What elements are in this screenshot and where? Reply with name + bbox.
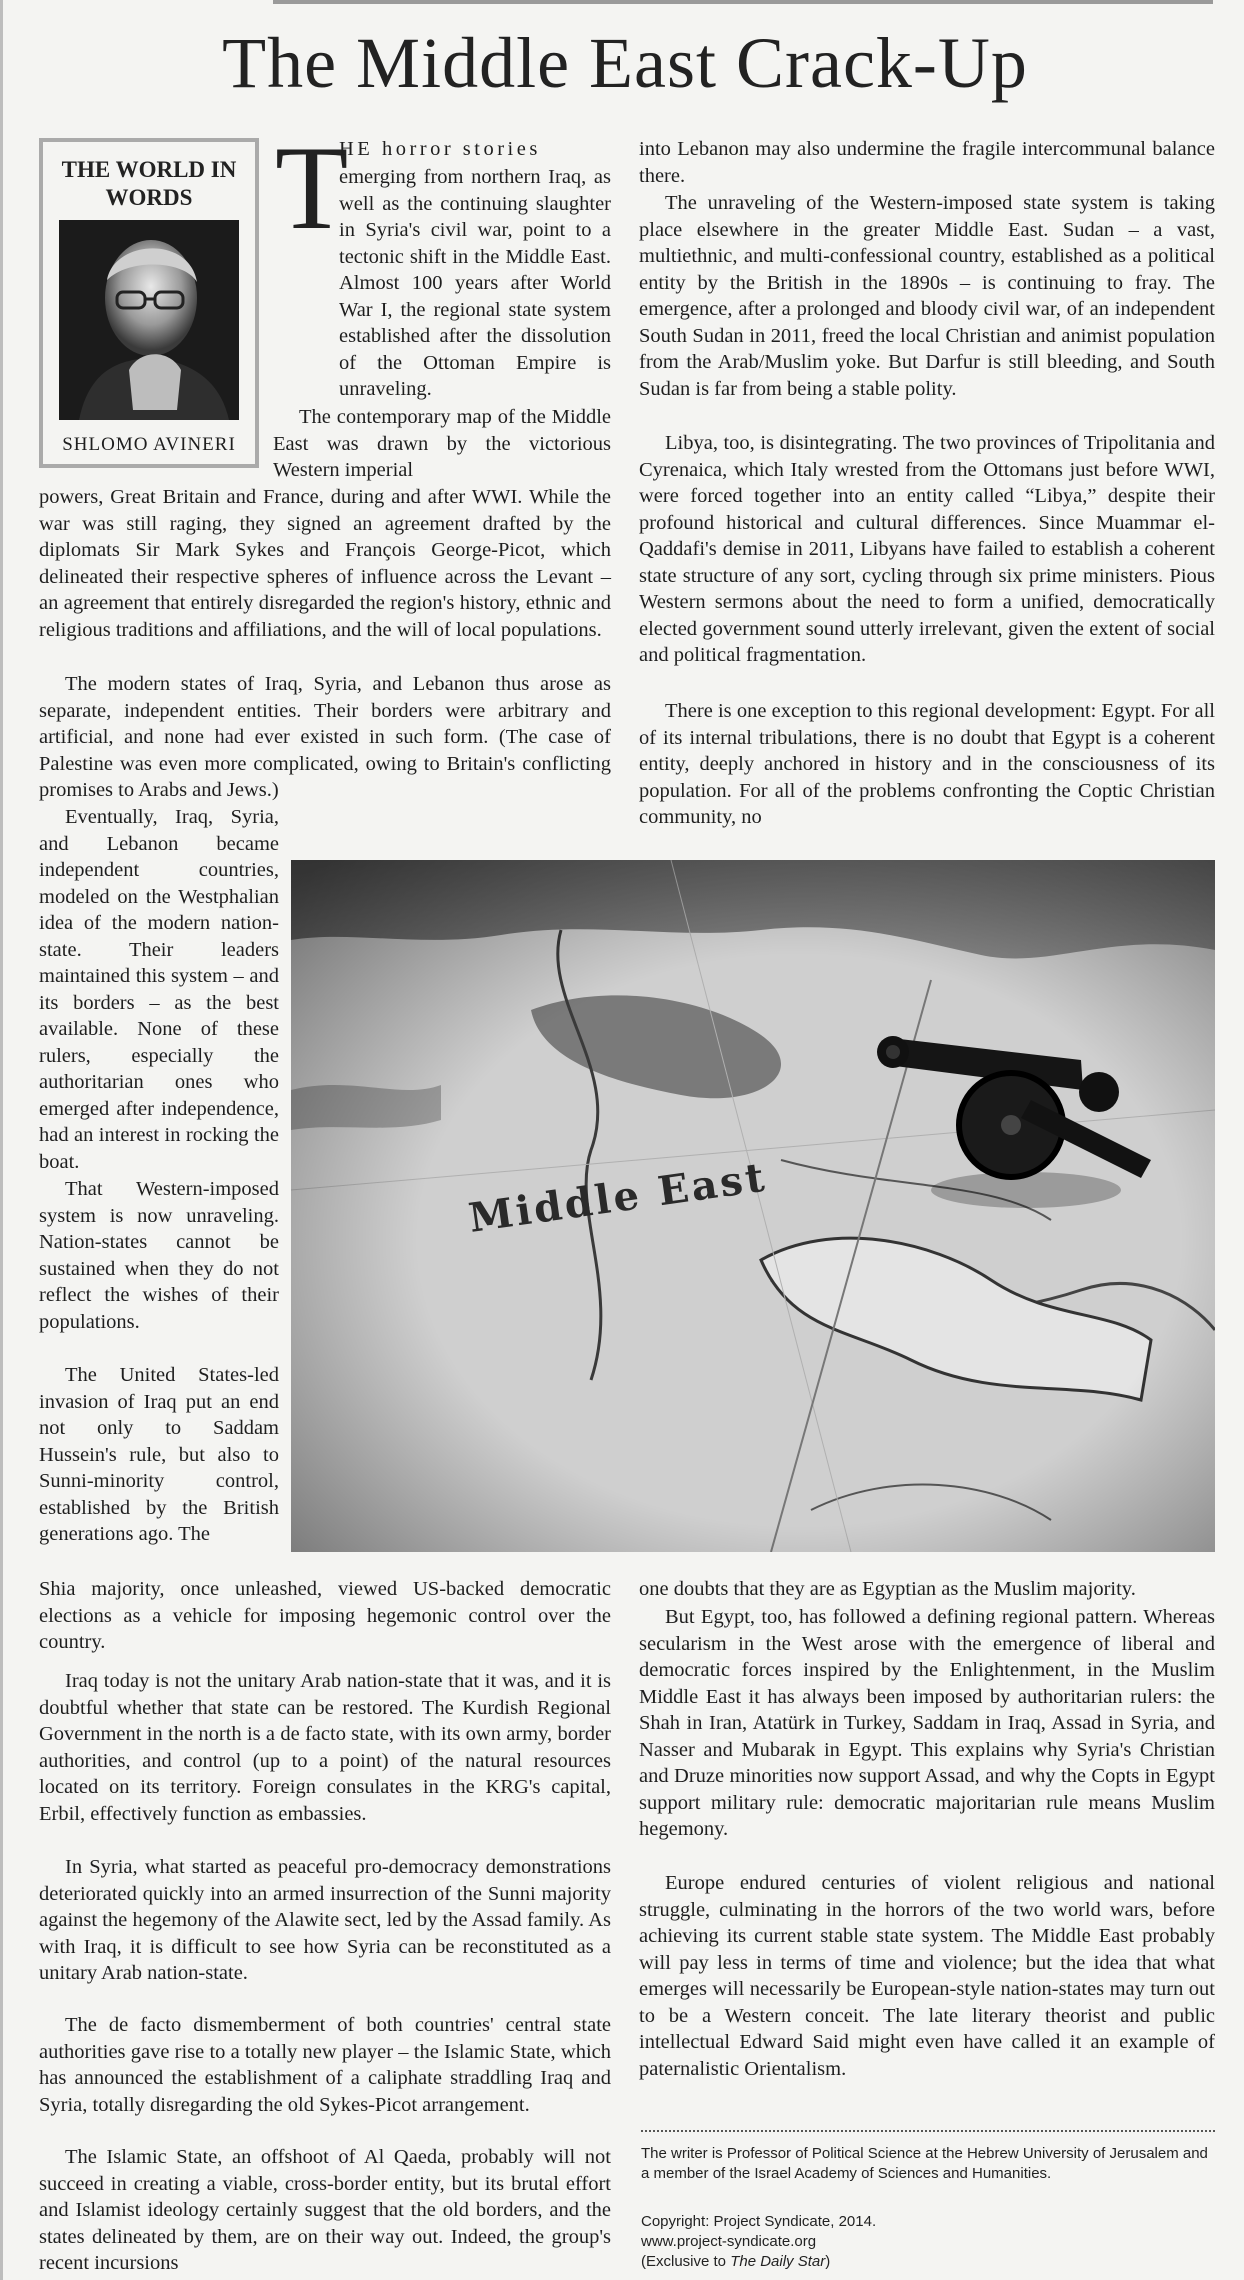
paragraph: But Egypt, too, has followed a defining regional pattern. Whereas secularism in the West arose with the emergence of liberal and democratic forces inspired by the Enlightenment, in the Muslim Middle East it has always been imposed by authoritarian rulers: the Shah in Iran, Atatürk in Turkey, Saddam in Iraq, Assad in Syria, and Nasser and Mubarak in Egypt. This explains why Syria's Christian and Druze minorities now support Assad, and why the Copts in Egypt support military rule: democratic majoritarian rule means Muslim hegemony. bbox=[639, 1606, 1215, 1840]
website-link: www.project-syndicate.org bbox=[641, 2233, 817, 2250]
paragraph: That Western-imposed system is now unraveling. Nation-states cannot be sustained when they do not reflect the wishes of their populations. bbox=[39, 1178, 279, 1333]
headline: The Middle East Crack-Up bbox=[222, 23, 1028, 103]
writer-note: The writer is Professor of Political Science at the Hebrew University of Jerusalem and a member of the Israel Academy of Sciences and Humanities. bbox=[641, 2145, 1208, 2182]
author-portrait-image bbox=[59, 220, 239, 420]
paragraph-intro: The contemporary map of the Middle East was drawn by the victorious Western imperial bbox=[273, 406, 611, 481]
paragraph: into Lebanon may also undermine the fragile intercommunal balance there. bbox=[639, 138, 1215, 187]
paragraph: powers, Great Britain and France, during and after WWI. While the war was still raging, they signed an agreement drafted by the diplomats Sir Mark Sykes and François George-Picot, which delineated their respective spheres of influence across the Levant – an agreement that entirely disregarded the region's history, ethnic and religious traditions and affiliations, and the will of local populations. bbox=[39, 486, 611, 641]
exclusive-line bbox=[641, 2252, 1215, 2272]
copyright-line: Copyright: Project Syndicate, 2014. bbox=[641, 2213, 877, 2230]
paragraph: There is one exception to this regional development: Egypt. For all of its internal tribulations, there is no doubt that Egypt is a coherent entity, deeply anchored in history and in the consciousness of its population. For all of the problems confronting the Coptic Christian community, no bbox=[639, 700, 1215, 828]
newspaper-name: The Daily Star bbox=[730, 2253, 826, 2270]
lead-paragraph: emerging from northern Iraq, as well as the continuing slaughter in Syria's civil war, point to a tectonic shift in the Middle East. Almost 100 years after World War I, the regional state system established after the dissolution of the Ottoman Empire is unraveling. bbox=[339, 166, 611, 400]
map-illustration bbox=[291, 860, 1215, 1552]
paragraph: The United States-led invasion of Iraq put an end not only to Saddam Hussein's rule, but also to Sunni-minority control, established by the British generations ago. The bbox=[39, 1364, 279, 1545]
author-portrait bbox=[59, 220, 239, 420]
column-box bbox=[39, 138, 259, 468]
column-title: THE WORLD IN WORDS bbox=[61, 157, 237, 210]
map-cannon-photo bbox=[291, 860, 1215, 1552]
paragraph: The Islamic State, an offshoot of Al Qaeda, probably will not succeed in creating a viable, cross-border entity, but its brutal effort and Islamist ideology certainly suggest that the old borders, and the states delineated by them, are on their way out. Indeed, the group's recent incursions bbox=[39, 2146, 611, 2274]
paragraph: one doubts that they are as Egyptian as the Muslim majority. bbox=[639, 1578, 1136, 1600]
paragraph: Eventually, Iraq, Syria, and Lebanon became independent countries, modeled on the Westphalian idea of the modern nation-state. Their leaders maintained this system – and its borders – as the best available. None of these rulers, especially the authoritarian ones who emerged after independence, had an interest in rocking the boat. bbox=[39, 806, 279, 1173]
paragraph: In Syria, what started as peaceful pro-democracy demonstrations deteriorated quickly into an armed insurrection of the Sunni majority against the hegemony of the Alawite sect, led by the Assad family. As with Iraq, it is difficult to see how Syria can be reconstituted as a unitary Arab nation-state. bbox=[39, 1856, 611, 1984]
drop-cap: T bbox=[275, 121, 349, 254]
paragraph: The de facto dismemberment of both countries' central state authorities gave rise to a totally new player – the Islamic State, which has announced the establishment of a caliphate straddling Iraq and Syria, totally disregarding the old Sykes-Picot arrangement. bbox=[39, 2014, 611, 2116]
paragraph: Europe endured centuries of violent religious and national struggle, culminating in the horrors of the two world wars, before achieving its current stable state system. The Middle East probably will pay less in terms of time and violence; but the idea that what emerges will necessarily be European-style nation-states may turn out to be a Western conceit. The late literary theorist and public intellectual Edward Said might even have called it an example of paternalistic Orientalism. bbox=[639, 1872, 1215, 2080]
paragraph: Shia majority, once unleashed, viewed US-backed democratic elections as a vehicle for imposing hegemonic control over the country. bbox=[39, 1578, 611, 1653]
exclusive-suffix: ) bbox=[825, 2253, 831, 2270]
paragraph: The unraveling of the Western-imposed state system is taking place elsewhere in the greater Middle East. Sudan – a vast, multiethnic, and multi-confessional country, established as a political entity by the British in the 1890s – is continuing to fray. The emergence, after a prolonged and bloody civil war, of an independent South Sudan in 2011, freed the local Christian and animist population from the Arab/Muslim yoke. But Darfur is still bleeding, and South Sudan is far from being a stable polity. bbox=[639, 192, 1215, 400]
lead-first-line: HE horror stories bbox=[339, 138, 541, 160]
paragraph: Libya, too, is disintegrating. The two provinces of Tripolitania and Cyrenaica, which Italy wrested from the Ottomans just before WWI, were forced together into an entity called “Libya,” despite their profound historical and cultural differences. Since Muammar el-Qaddafi's demise in 2011, Libyans have failed to establish a coherent state structure of any sort, cycling through six prime ministers. Pious Western sermons about the need to form a unified, democratically elected government sound utterly irrelevant, given the extent of social and political fragmentation. bbox=[639, 432, 1215, 666]
dotted-divider bbox=[641, 2130, 1215, 2132]
column-author: SHLOMO AVINERI bbox=[62, 434, 236, 455]
paragraph: Iraq today is not the unitary Arab nation-state that it was, and it is doubtful whether that state can be restored. The Kurdish Regional Government in the north is a de facto state, with its own army, border authorities, and control (up to a point) of the natural resources located on its territory. Foreign consulates in the KRG's capital, Erbil, effectively function as embassies. bbox=[39, 1670, 611, 1825]
exclusive-prefix: (Exclusive to bbox=[641, 2253, 731, 2270]
top-rule bbox=[273, 0, 1213, 4]
paragraph: The modern states of Iraq, Syria, and Lebanon thus arose as separate, independent entities. Their borders were arbitrary and artificial, and none had ever existed in such form. (The case of Palestine was even more complicated, owing to Britain's conflicting promises to Arabs and Jews.) bbox=[39, 673, 611, 801]
